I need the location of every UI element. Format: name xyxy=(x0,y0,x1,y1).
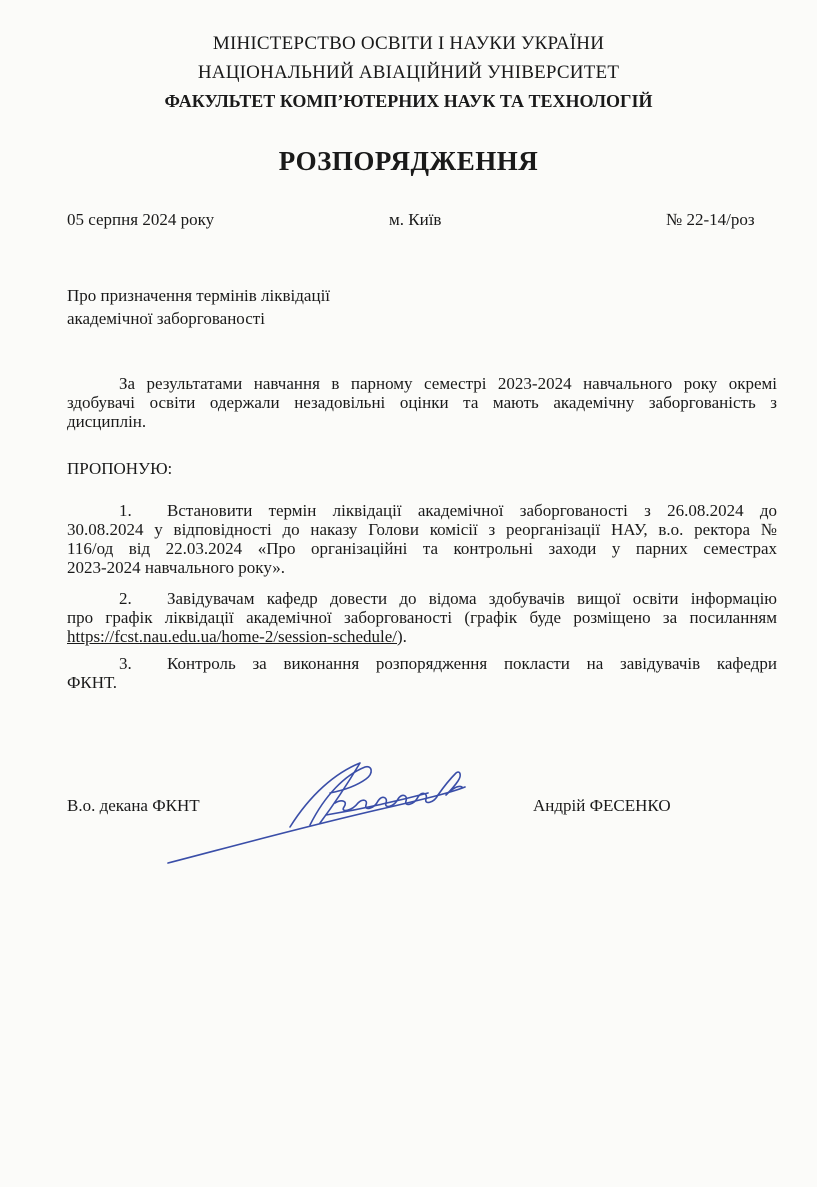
list-item xyxy=(67,589,777,646)
signer-position: В.о. декана ФКНТ xyxy=(67,796,200,815)
list-item-line: 2023-2024 навчального року». xyxy=(67,558,286,577)
handwritten-signature xyxy=(160,755,480,865)
document-date: 05 серпня 2024 року xyxy=(67,210,215,229)
list-item-line: https://fcst.nau.edu.ua/home-2/session-schedule/). xyxy=(67,627,407,646)
university-header: НАЦІОНАЛЬНИЙ АВІАЦІЙНИЙ УНІВЕРСИТЕТ xyxy=(197,62,620,83)
preamble-paragraph xyxy=(67,374,777,431)
list-item-number: 3. xyxy=(119,654,132,673)
document-title: РОЗПОРЯДЖЕННЯ xyxy=(278,146,539,176)
document-city: м. Київ xyxy=(389,210,442,229)
list-item-line: 1. Встановити термін ліквідації академічної заборгованості з 26.08.2024 до xyxy=(119,501,777,520)
list-item xyxy=(67,654,777,692)
preamble-line: дисциплін. xyxy=(67,412,147,431)
list-item-number: 2. xyxy=(119,589,132,608)
ministry-header: МІНІСТЕРСТВО ОСВІТИ І НАУКИ УКРАЇНИ xyxy=(212,33,605,54)
list-item-number: 1. xyxy=(119,501,132,520)
list-item-line: про графік ліквідації академічної заборгованості (графік буде розміщено за посиланням xyxy=(67,608,777,627)
subject-line-1: Про призначення термінів ліквідації xyxy=(67,286,331,305)
list-item-line: ФКНТ. xyxy=(67,673,117,692)
preamble-line: За результатами навчання в парному семестрі 2023-2024 навчального року окремі xyxy=(119,374,777,393)
faculty-header: ФАКУЛЬТЕТ КОМП’ЮТЕРНИХ НАУК ТА ТЕХНОЛОГІЙ xyxy=(164,91,653,111)
document-number: № 22-14/роз xyxy=(666,210,755,229)
list-item-line: 3. Контроль за виконання розпорядження покласти на завідувачів кафедри xyxy=(119,654,777,673)
list-item xyxy=(67,501,777,577)
preamble-line: здобувачі освіти одержали незадовільні оцінки та мають академічну заборгованість з xyxy=(67,393,777,412)
subject-line-2: академічної заборгованості xyxy=(67,309,265,328)
session-schedule-link[interactable]: https://fcst.nau.edu.ua/home-2/session-schedule/ xyxy=(67,627,398,646)
signer-name: Андрій ФЕСЕНКО xyxy=(533,796,671,815)
list-item-line: 2. Завідувачам кафедр довести до відома здобувачів вищої освіти інформацію xyxy=(119,589,777,608)
list-item-line: 116/од від 22.03.2024 «Про організаційні та контрольні заходи у парних семестрах xyxy=(67,539,777,558)
list-item-line: 30.08.2024 у відповідності до наказу Голови комісії з реорганізації НАУ, в.о. ректора № xyxy=(67,520,777,539)
propose-label: ПРОПОНУЮ: xyxy=(67,459,173,478)
